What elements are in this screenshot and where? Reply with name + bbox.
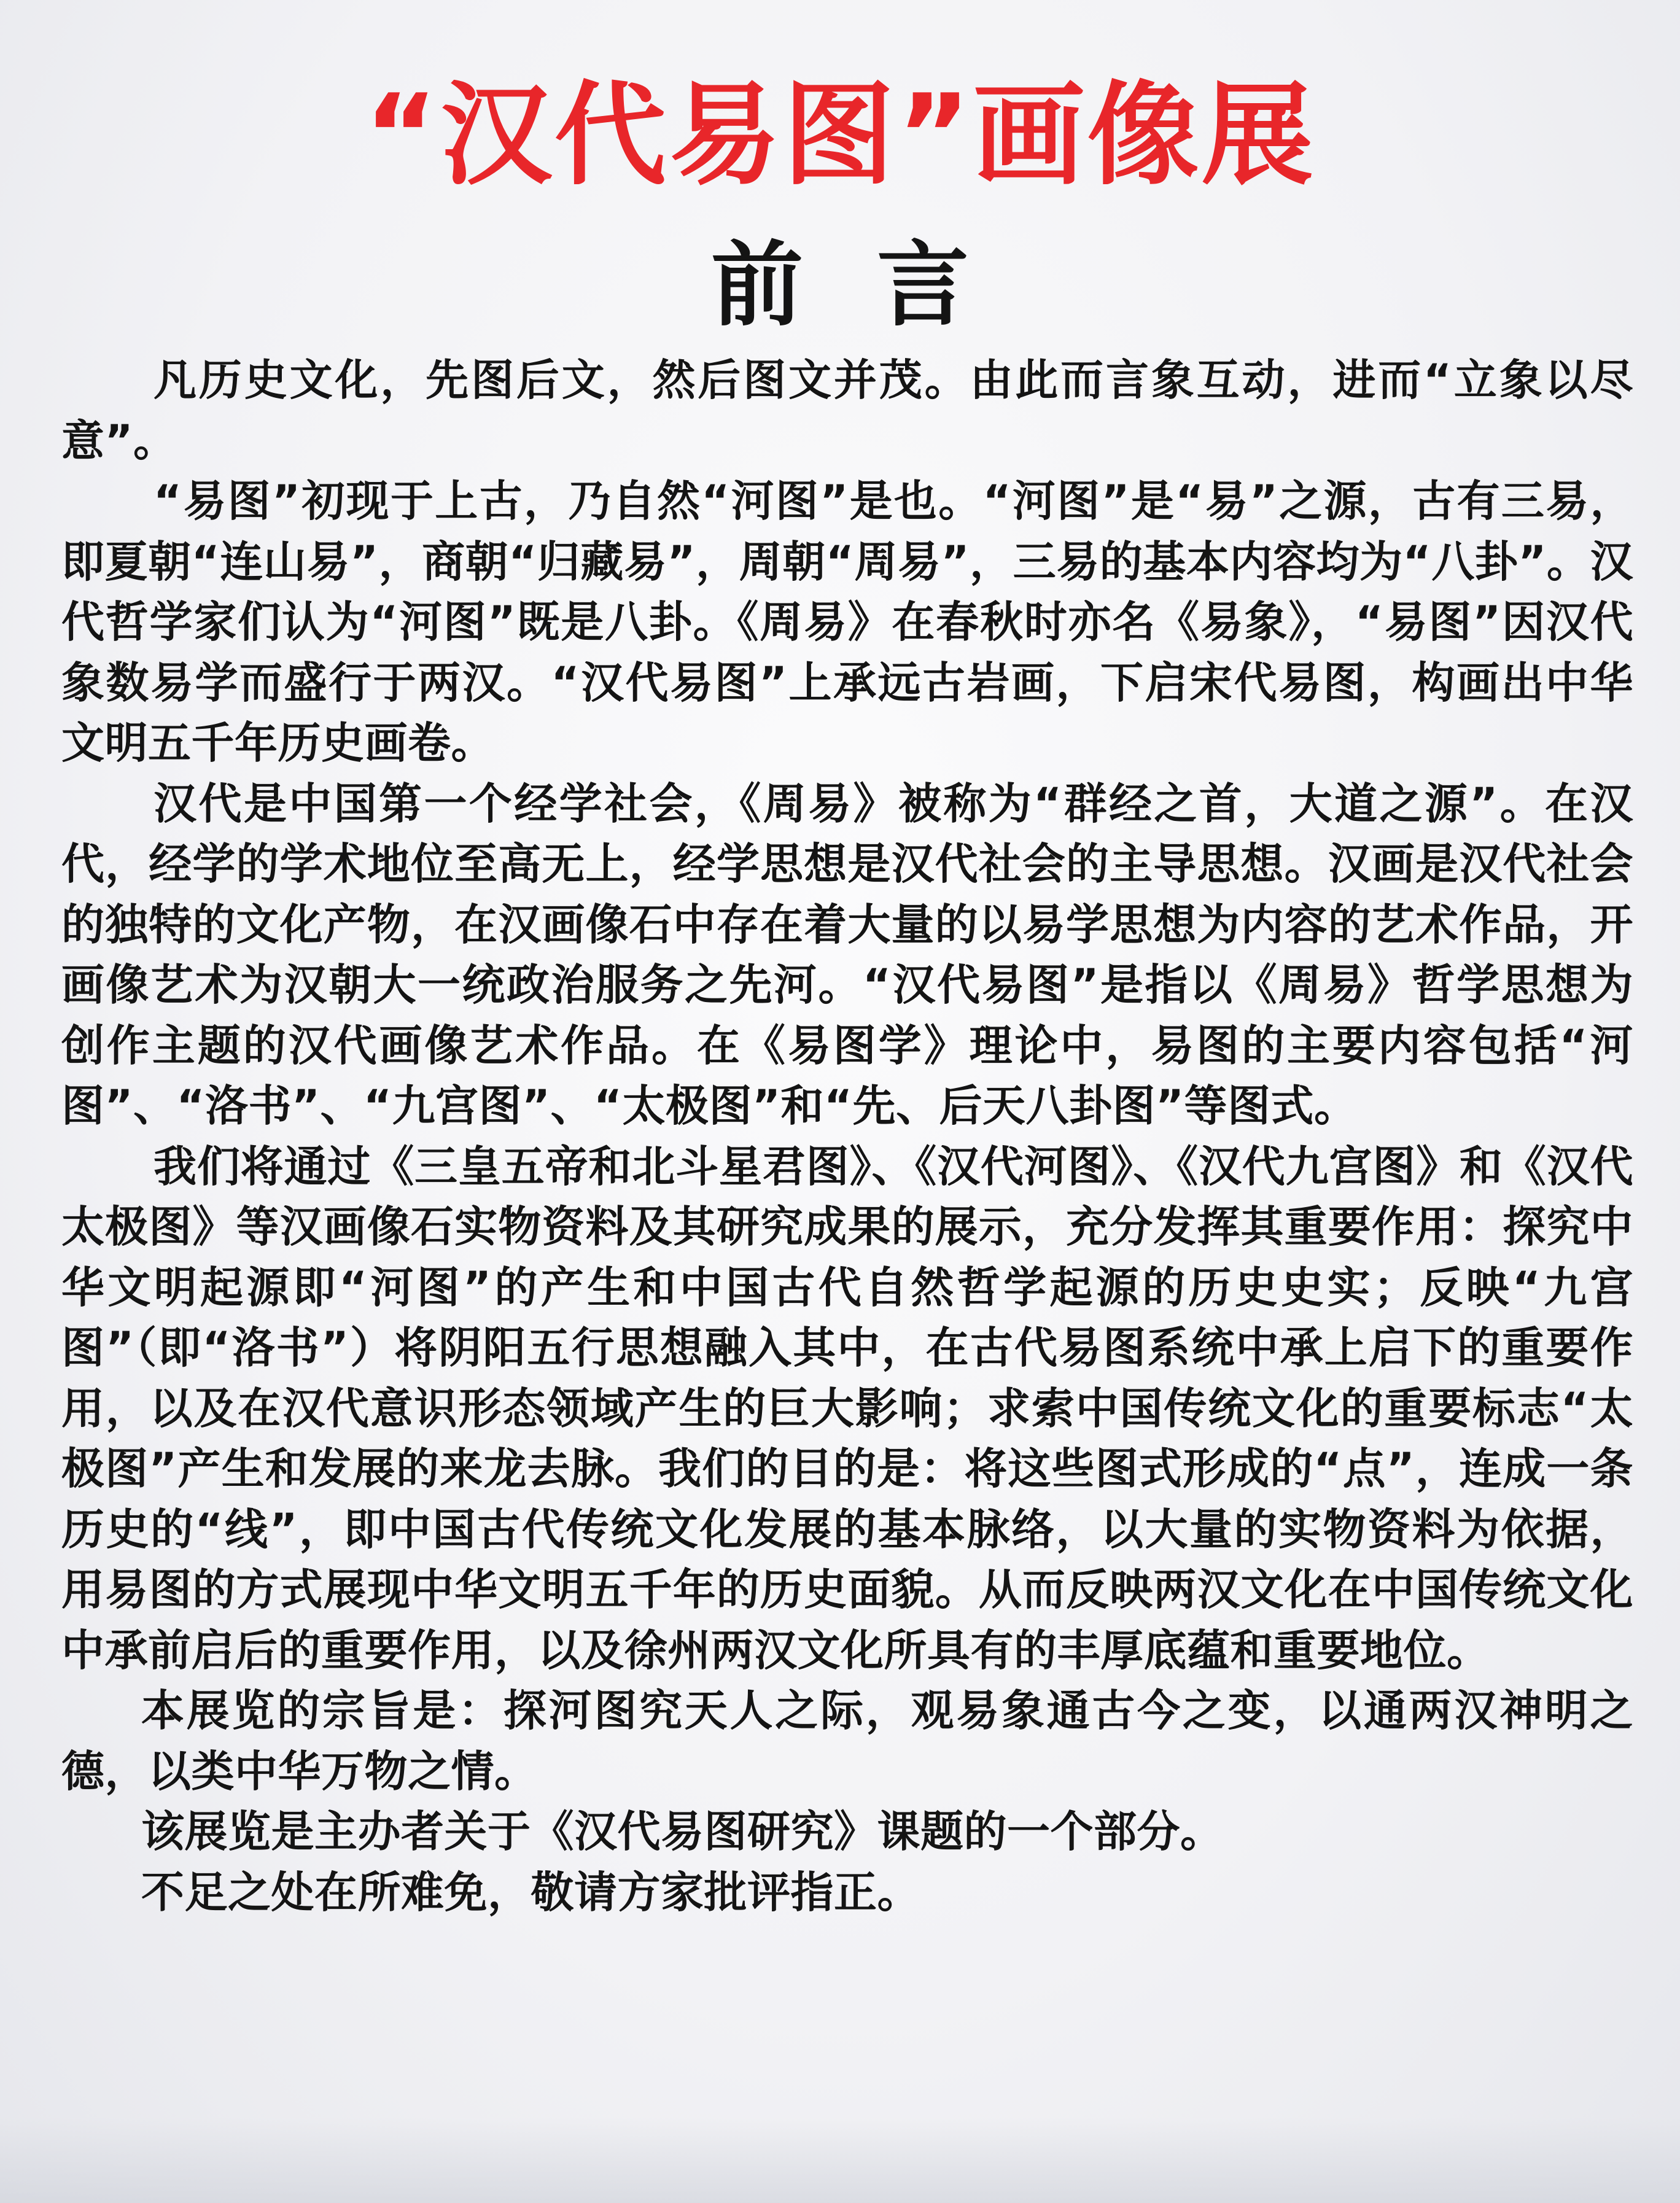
poster-title: “汉代易图”画像展 — [364, 70, 1316, 200]
preface-paragraph-3: 汉代是中国第一个经学社会，《周易》被称为“群经之首，大道之源”。在汉代，经学的学术地位至高无上，经学思想是汉代社会的主导思想。汉画是汉代社会的独特的文化产物，在汉画像石中存在着大量的以易学思想为内容的艺术作品，开画像艺术为汉朝大一统政治服务之先河。“汉代易图”是指以《周易》哲学思想为创作主题的汉代画像艺术作品。在《易图学》理论中，易图的主要内容包括“河图”、“洛书”、“九宫图”、“太极图”和“先、后天八卦图”等图式。 — [61, 778, 1633, 1131]
preface-paragraph-4: 我们将通过《三皇五帝和北斗星君图》、《汉代河图》、《汉代九宫图》和《汉代太极图》等汉画像石实物资料及其研究成果的展示，充分发挥其重要作用：探究中华文明起源即“河图”的产生和中国古代自然哲学起源的历史史实；反映“九宫图”（即“洛书”）将阴阳五行思想融入其中，在古代易图系统中承上启下的重要作用，以及在汉代意识形态领域产生的巨大影响；求索中国传统文化的重要标志“太极图”产生和发展的来龙去脉。我们的目的是：将这些图式形成的“点”，连成一条历史的“线”，即中国古代传统文化发展的基本脉络，以大量的实物资料为依据，用易图的方式展现中华文明五千年的历史面貌。从而反映两汉文化在中国传统文化中承前启后的重要作用，以及徐州两汉文化所具有的丰厚底蕴和重要地位。 — [61, 1141, 1633, 1676]
preface-body — [61, 350, 1633, 1922]
preface-paragraph-1: 凡历史文化，先图后文，然后图文并茂。由此而言象互动，进而“立象以尽意”。 — [61, 355, 1633, 466]
preface-paragraph-6: 该展览是主办者关于《汉代易图研究》课题的一个部分。 — [141, 1806, 1224, 1857]
preface-heading: 前言 — [710, 232, 1043, 339]
preface-paragraph-5: 本展览的宗旨是：探河图究天人之际，观易象通古今之变，以通两汉神明之德，以类中华万物之情。 — [61, 1685, 1633, 1797]
preface-paragraph-2: “易图”初现于上古，乃自然“河图”是也。“河图”是“易”之源，古有三易，即夏朝“连山易”，商朝“归藏易”，周朝“周易”，三易的基本内容均为“八卦”。汉代哲学家们认为“河图”既是八卦。《周易》在春秋时亦名《易象》，“易图”因汉代象数易学而盛行于两汉。“汉代易图”上承远古岩画，下启宋代易图，构画出中华文明五千年历史画卷。 — [61, 476, 1633, 768]
preface-paragraph-7: 不足之处在所难免，敬请方家批评指正。 — [141, 1867, 920, 1917]
